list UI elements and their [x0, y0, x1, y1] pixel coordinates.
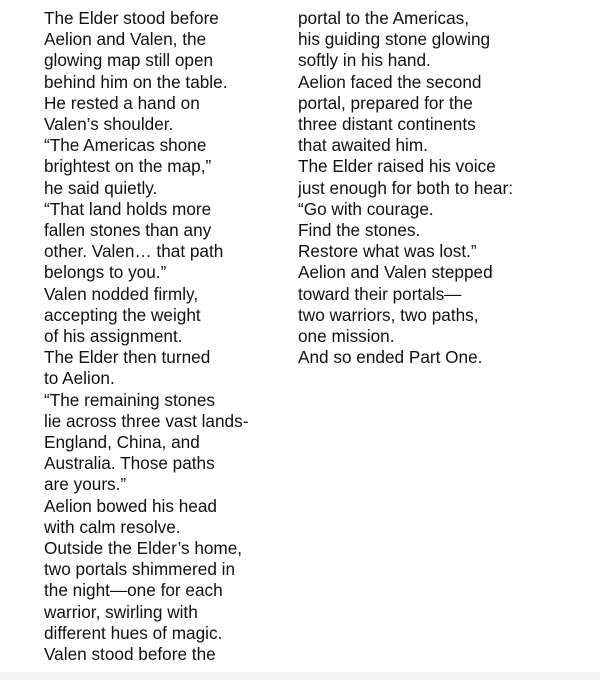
text-line: fallen stones than any [44, 220, 212, 241]
left-text-column [44, 8, 256, 665]
text-line: Australia. Those paths [44, 453, 215, 474]
page-bottom-band [0, 672, 600, 680]
text-line: behind him on the table. [44, 71, 228, 92]
text-line: “That land holds more [44, 198, 212, 219]
text-line: of his assignment. [44, 326, 183, 347]
text-line: Aelion and Valen stepped [298, 262, 493, 283]
text-line: to Aelion. [44, 368, 115, 389]
text-line: “The remaining stones [44, 389, 216, 410]
text-line: Valen nodded firmly, [44, 283, 199, 304]
text-line: the night—one for each [44, 580, 223, 601]
text-line: Aelion bowed his head [44, 495, 217, 516]
text-line: The Elder raised his voice [298, 156, 496, 177]
text-line: other. Valen… that path [44, 241, 224, 262]
text-line: he said quietly. [44, 177, 158, 198]
text-line: The Elder then turned [44, 347, 211, 368]
text-line: are yours.” [44, 474, 127, 495]
text-line: softly in his hand. [298, 50, 431, 71]
text-line: Valen stood before the [44, 644, 216, 665]
text-line: belongs to you.” [44, 262, 167, 283]
text-line: The Elder stood before [44, 8, 219, 28]
text-line: glowing map still open [44, 50, 214, 71]
text-line: his guiding stone glowing [298, 29, 491, 50]
text-line: lie across three vast lands- [44, 410, 249, 431]
text-line: Valen’s shoulder. [44, 114, 174, 135]
text-line: with calm resolve. [44, 516, 181, 537]
text-line: three distant continents [298, 114, 476, 135]
text-line: Aelion faced the second [298, 71, 482, 92]
text-line: Aelion and Valen, the [44, 29, 207, 50]
text-line: brightest on the map,” [44, 156, 212, 177]
text-line: two warriors, two paths, [298, 304, 479, 325]
text-line: Find the stones. [298, 220, 421, 241]
text-line: “The Americas shone [44, 135, 207, 156]
text-line: warrior, swirling with [44, 601, 198, 622]
text-line: one mission. [298, 326, 395, 347]
text-line: just enough for both to hear: [298, 177, 513, 198]
text-line: accepting the weight [44, 304, 201, 325]
text-line: Outside the Elder’s home, [44, 538, 243, 559]
text-line: He rested a hand on [44, 92, 200, 113]
text-line: Restore what was lost.” [298, 241, 477, 262]
text-line: different hues of magic. [44, 622, 223, 643]
text-line: toward their portals— [298, 283, 462, 304]
text-line: two portals shimmered in [44, 559, 236, 580]
text-line: that awaited him. [298, 135, 428, 156]
text-line: “Go with courage. [298, 198, 434, 219]
text-line: portal to the Americas, [298, 8, 470, 28]
right-text-column [298, 8, 588, 368]
text-line: And so ended Part One. [298, 347, 483, 368]
text-line: England, China, and [44, 432, 200, 453]
text-line: portal, prepared for the [298, 92, 473, 113]
